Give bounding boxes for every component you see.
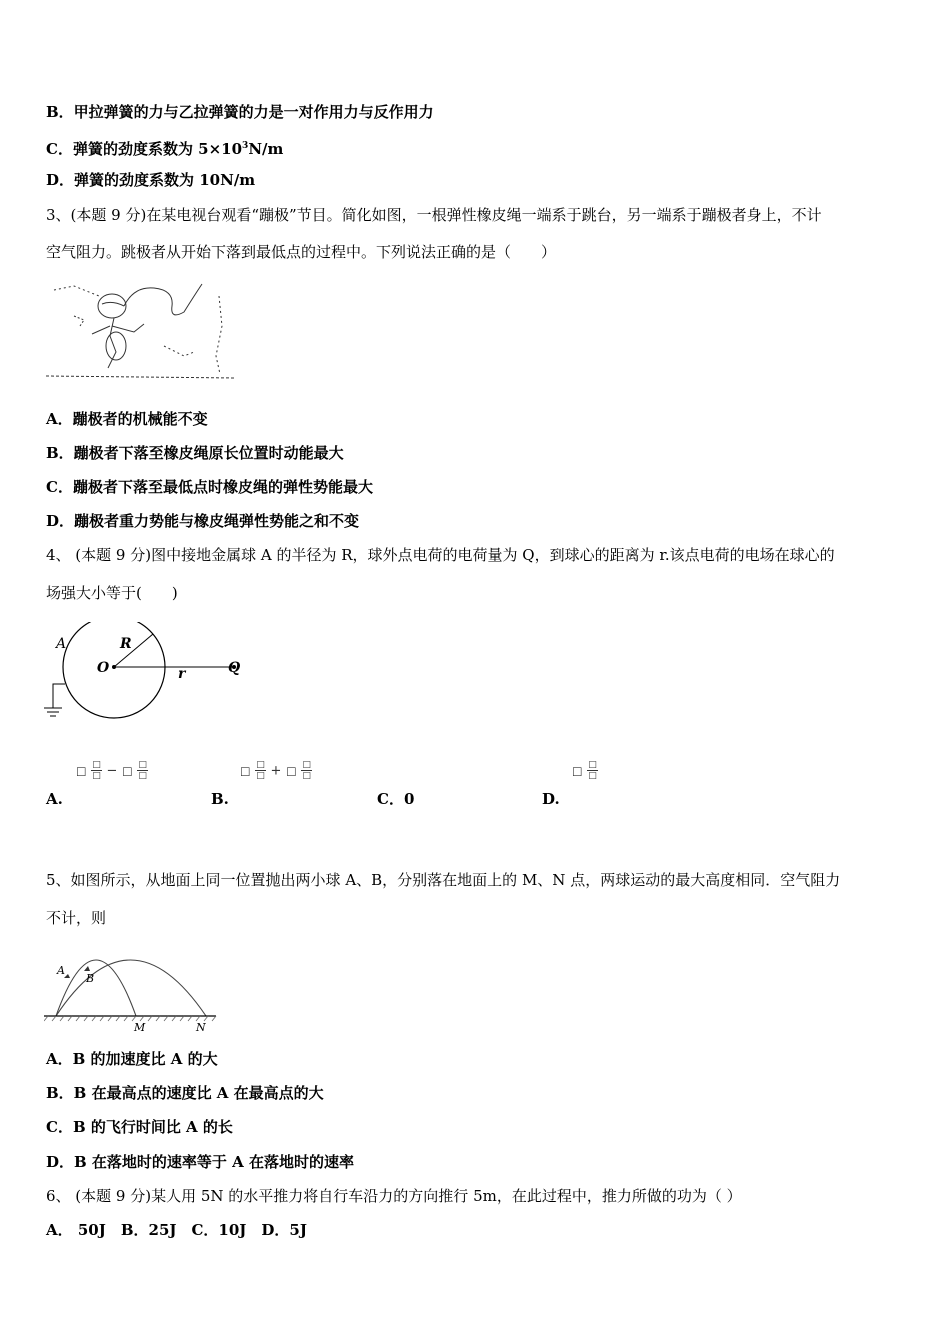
- q6-stem: 6、 (本题 9 分)某人用 5N 的水平推力将自行车沿力的方向推行 5m，在此过程中，推力所做的功为（ ）: [46, 1187, 742, 1205]
- q5-option-b: B．B 在最高点的速度比 A 在最高点的大: [46, 1084, 324, 1102]
- bungee-figure: [44, 276, 238, 382]
- q3-option-d: D．蹦极者重力势能与橡皮绳弹性势能之和不变: [46, 512, 360, 530]
- distance-label: r: [178, 666, 186, 682]
- q4-option-b: B.: [211, 790, 229, 808]
- q4-option-d: D.: [542, 790, 560, 808]
- formula-fraction: [301, 760, 312, 781]
- q4-formula-a: [76, 760, 148, 781]
- q2-option-b: B．甲拉弹簧的力与乙拉弹簧的力是一对作用力与反作用力: [46, 103, 434, 121]
- q2-option-c-text: C．弹簧的劲度系数为 5×10: [46, 140, 243, 158]
- projectile-figure: [44, 944, 224, 1036]
- frac-den: □: [138, 771, 147, 781]
- q5-stem-line2: 不计，则: [46, 909, 107, 927]
- q6-options: A． 50J B．25J C．10J D．5J: [46, 1221, 307, 1239]
- frac-den: □: [92, 771, 101, 781]
- q5-option-c: C．B 的飞行时间比 A 的长: [46, 1118, 233, 1136]
- frac-num: □: [302, 760, 311, 770]
- ball-b-label: B: [86, 972, 95, 985]
- frac-den: □: [588, 771, 597, 781]
- frac-num: □: [92, 760, 101, 770]
- grounded-sphere-figure: [40, 622, 250, 726]
- q3-stem-line2: 空气阻力。跳极者从开始下落到最低点的过程中。下列说法正确的是（ ）: [46, 243, 557, 261]
- frac-num: □: [588, 760, 597, 770]
- frac-den: □: [302, 771, 311, 781]
- formula-box: □: [572, 764, 583, 778]
- formula-box: □: [286, 764, 297, 778]
- q2-option-d: D．弹簧的劲度系数为 10N/m: [46, 171, 256, 189]
- charge-label: Q: [228, 660, 241, 676]
- q4-option-a: A.: [46, 790, 63, 808]
- frac-num: □: [138, 760, 147, 770]
- q3-stem-line1: 3、(本题 9 分)在某电视台观看“蹦极”节目。简化如图，一根弹性橡皮绳一端系于跳台，另一端系于蹦极者身上，不计: [46, 206, 822, 224]
- point-n-label: N: [196, 1021, 206, 1034]
- center-label: O: [97, 660, 110, 676]
- frac-den: □: [256, 771, 265, 781]
- q4-stem-line2: 场强大小等于( ): [46, 584, 178, 602]
- formula-fraction: [255, 760, 266, 781]
- q3-option-b: B．蹦极者下落至橡皮绳原长位置时动能最大: [46, 444, 344, 462]
- formula-fraction: [91, 760, 102, 781]
- q5-option-d: D．B 在落地时的速率等于 A 在落地时的速率: [46, 1153, 354, 1171]
- sphere-label-a: A: [56, 636, 67, 652]
- formula-box: □: [76, 764, 87, 778]
- q4-option-c: C．0: [377, 790, 415, 808]
- ball-a-label: A: [57, 964, 65, 977]
- q4-formula-d: [572, 760, 598, 781]
- q4-formula-b: [240, 760, 312, 781]
- q2-option-c-sup: 3: [242, 141, 249, 151]
- formula-fraction: [137, 760, 148, 781]
- formula-plus: +: [270, 763, 282, 779]
- radius-label: R: [120, 636, 132, 652]
- formula-minus: −: [106, 763, 118, 779]
- q5-stem-line1: 5、如图所示，从地面上同一位置抛出两小球 A、B，分别落在地面上的 M、N 点，两球运动的最大高度相同．空气阻力: [46, 871, 841, 889]
- q2-option-c: [46, 136, 283, 159]
- point-m-label: M: [134, 1021, 146, 1034]
- frac-num: □: [256, 760, 265, 770]
- q3-option-a: A．蹦极者的机械能不变: [46, 410, 208, 428]
- q5-option-a: A．B 的加速度比 A 的大: [46, 1050, 218, 1068]
- formula-fraction: [587, 760, 598, 781]
- q4-stem-line1: 4、 (本题 9 分)图中接地金属球 A 的半径为 R，球外点电荷的电荷量为 Q，到球心的距离为 r.该点电荷的电场在球心的: [46, 546, 835, 564]
- formula-box: □: [122, 764, 133, 778]
- q2-option-c-unit: N/m: [248, 140, 284, 158]
- q3-option-c: C．蹦极者下落至最低点时橡皮绳的弹性势能最大: [46, 478, 373, 496]
- formula-box: □: [240, 764, 251, 778]
